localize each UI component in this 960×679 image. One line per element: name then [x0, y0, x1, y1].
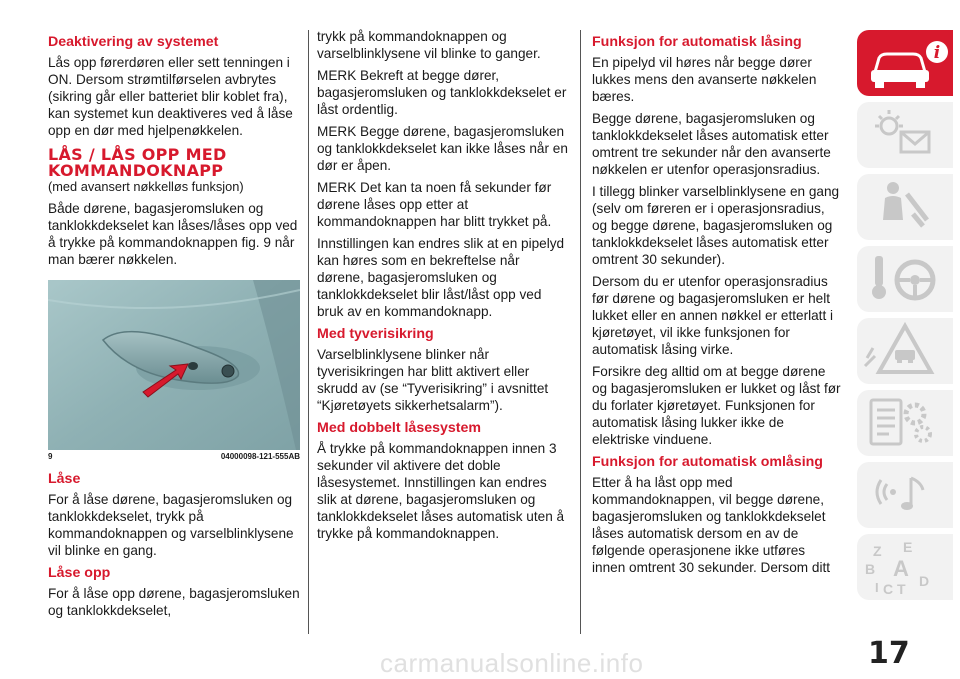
safety-icon[interactable]	[857, 174, 953, 240]
section-subtitle: (med avansert nøkkelløs funksjon)	[48, 179, 244, 194]
heading-auto-relock: Funksjon for automatisk omlåsing	[592, 454, 823, 470]
paragraph: Både dørene, bagasjeromsluken og tanklokkdekselet kan låses/låses opp ved å trykke på kommandoknappen fig. 9 når man bærer nøkkelen.	[48, 201, 298, 267]
svg-text:I: I	[875, 580, 879, 595]
index-letters-icon[interactable]	[857, 534, 953, 600]
paragraph: Lås opp førerdøren eller sett tenningen i ON. Dersom strømtilførselen avbrytes (sikring går eller batteriet blir koblet fra), kan systemet kun deaktiveres ved å låse opp en dør med hjelpenøkkelen.	[48, 55, 293, 138]
figure-caption	[48, 452, 300, 461]
paragraph: For å låse opp dørene, bagasjeromsluken og tanklokkdekselet,	[48, 586, 300, 618]
warning-road-icon[interactable]	[857, 318, 953, 384]
figure-number: 9	[48, 452, 53, 461]
column-divider	[580, 30, 581, 634]
svg-text:E: E	[903, 539, 913, 555]
paragraph: I tillegg blinker varselblinklysene en gang (selv om føreren er i operasjonsradius, og begge dørene, bagasjeromsluken og tanklokkdekselet låses automatisk etter omtrent 30 sekunder).	[592, 184, 840, 267]
note-paragraph: MERK Bekreft at begge dører, bagasjeromsluken og tanklokkdekselet er låst ordentlig.	[317, 68, 567, 117]
heading-auto-lock: Funksjon for automatisk låsing	[592, 34, 802, 50]
heading-lock: Låse	[48, 471, 81, 487]
door-handle-photo	[48, 280, 300, 450]
note-paragraph: MERK Det kan ta noen få sekunder før dørene låses opp etter at kommandoknappen har blitt trykket på.	[317, 180, 552, 229]
heading-unlock: Låse opp	[48, 565, 111, 581]
heading-deactivate: Deaktivering av systemet	[48, 34, 219, 50]
svg-text:D: D	[919, 573, 930, 589]
maintenance-gears-icon[interactable]	[857, 390, 953, 456]
car-info-icon[interactable]	[857, 30, 953, 96]
heading-alarm: Med tyverisikring	[317, 326, 434, 342]
svg-text:T: T	[897, 581, 906, 597]
paragraph: Forsikre deg alltid om at begge dørene og bagasjeromsluken er lukket og låst før du forlater kjøretøyet. Funksjonen for automatisk låsing lukker ikke de elektriske vinduene.	[592, 364, 841, 447]
paragraph: trykk på kommandoknappen og varselblinklysene vil blinke to ganger.	[317, 29, 541, 61]
multimedia-icon[interactable]	[857, 462, 953, 528]
column-2	[317, 28, 570, 547]
note-paragraph: MERK Begge dørene, bagasjeromsluken og tanklokkdekselet kan ikke låses når en dør er åpen.	[317, 124, 568, 173]
column-3	[592, 28, 842, 581]
chapter-sidebar	[852, 30, 960, 625]
svg-text:Z: Z	[873, 543, 882, 559]
column-1	[48, 28, 300, 624]
column-divider	[308, 30, 309, 634]
dashboard-lights-icon[interactable]	[857, 102, 953, 168]
paragraph: Begge dørene, bagasjeromsluken og tanklokkdekselet låses automatisk etter omtrent tre sekunder når den avanserte nøkkelen er utenfor operasjonsradius.	[592, 111, 831, 177]
paragraph: Innstillingen kan endres slik at en pipelyd kan høres som en bekreftelse når dørene, bagasjeromsluken og tanklokkdekselet blir låst/låst opp ved bruk av en kommandoknapp.	[317, 236, 565, 319]
section-title-line-2: KOMMANDOKNAPP	[48, 161, 224, 180]
section-title-line-1: LÅS / LÅS OPP MED	[48, 145, 227, 164]
page-number: 17	[868, 636, 910, 671]
paragraph: For å låse dørene, bagasjeromsluken og tanklokkdekselet, trykk på kommandoknappen og varselblinklysene vil blinke en gang.	[48, 492, 294, 558]
figure-code: 04000098-121-555AB	[220, 452, 300, 461]
paragraph: En pipelyd vil høres når begge dører lukkes mens den avanserte nøkkelen bæres.	[592, 55, 817, 104]
paragraph: Å trykke på kommandoknappen innen 3 sekunder vil aktivere det doble låsesystemet. Innstillingen kan endres slik at dørene, bagasjeromsluken og tanklokkdekselet låses automatisk uten å trykke på kommandoknappen.	[317, 441, 565, 541]
steering-start-icon[interactable]	[857, 246, 953, 312]
watermark: carmanualsonline.info	[380, 648, 644, 678]
paragraph: Etter å ha låst opp med kommandoknappen, vil begge dørene, bagasjeromsluken og tanklokkdekselet låses automatisk dersom en av de følgende operasjonene ikke utføres innen omtrent 30 sekunder. Dersom ditt	[592, 475, 831, 575]
svg-text:B: B	[865, 561, 876, 577]
svg-text:i: i	[933, 43, 941, 63]
heading-double-lock: Med dobbelt låsesystem	[317, 420, 481, 436]
svg-text:A: A	[893, 556, 909, 581]
paragraph: Varselblinklysene blinker når tyverisikringen har blitt aktivert eller skrudd av (se “Tyverisikring” i avsnittet “Kjøretøyets sikkerhetsalarm”).	[317, 347, 549, 413]
svg-text:C: C	[883, 581, 894, 597]
paragraph: Dersom du er utenfor operasjonsradius før dørene og bagasjeromsluken er helt lukket eller en annen nøkkel er etterlatt i kjøretøyet, vil ikke funksjonen for automatisk låsing virke.	[592, 274, 834, 357]
